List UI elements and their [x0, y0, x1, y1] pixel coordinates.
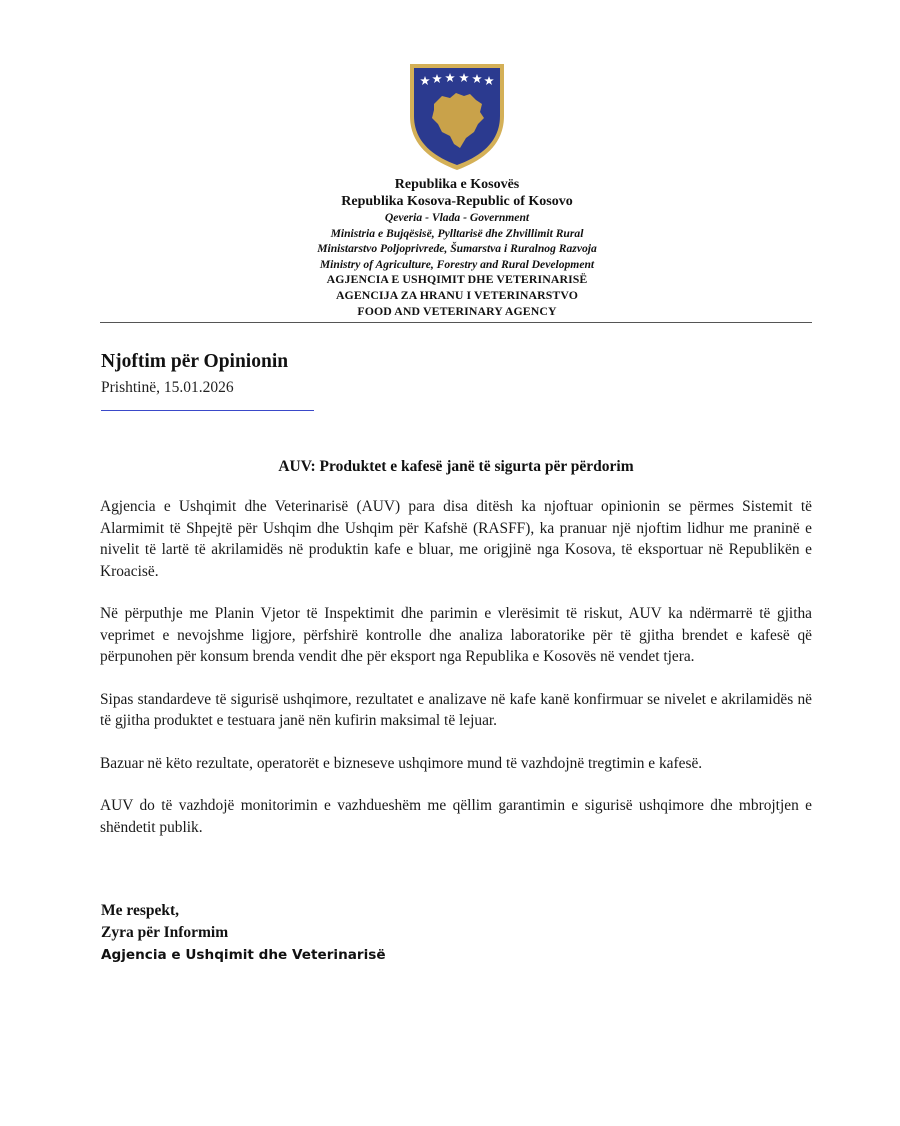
body-paragraph: Sipas standardeve të sigurisë ushqimore, rezultatet e analizave në kafe kanë konfirmuar se nivelet e akrilamidës në të gjitha produktet e testuara janë nën kufirin maksimal të lejuar. — [100, 690, 812, 729]
kosovo-coat-of-arms-icon — [404, 60, 510, 172]
letterhead-ministry-en: Ministry of Agriculture, Forestry and Rural Development — [319, 257, 595, 271]
letterhead-divider — [100, 322, 812, 323]
notice-title: Njoftim për Opinionin — [101, 351, 289, 372]
notice-underline — [101, 410, 314, 411]
body-paragraph: Agjencia e Ushqimit dhe Veterinarisë (AUV) para disa ditësh ka njoftuar opinionin se përmes Sistemit të Alarmimit të Shpejtë për Ushqim dhe Ushqim për Kafshë (RASFF), ka pranuar një njoftim lidhur me praninë e nivelit të lartë të akrilamidës në produktin kafe e bluar, me origjinë nga Kosova, të eksportuar në Republikën e Kroacisë. — [100, 498, 812, 580]
letterhead-ministry-sr: Ministarstvo Poljoprivrede, Šumarstva i Ruralnog Razvoja — [317, 242, 597, 256]
body-paragraph: AUV do të vazhdojë monitorimin e vazhdueshëm me qëllim garantimin e sigurisë ushqimore dhe mbrojtjen e shëndetit publik. — [100, 797, 812, 836]
letterhead-country-sr-en: Republika Kosova-Republic of Kosovo — [341, 194, 573, 209]
signature-office: Zyra për Informim — [101, 924, 229, 941]
notice-place-date: Prishtinë, 15.01.2026 — [101, 379, 234, 396]
letterhead-agency-sr: AGENCIJA ZA HRANU I VETERINARSTVO — [335, 287, 579, 302]
letterhead-country-sq: Republika e Kosovës — [394, 177, 520, 192]
letterhead — [200, 176, 714, 319]
letterhead-government: Qeveria - Vlada - Government — [384, 211, 530, 224]
signature-agency: Agjencia e Ushqimit dhe Veterinarisë — [101, 947, 386, 963]
press-release-headline: AUV: Produktet e kafesë janë të sigurta për përdorim — [278, 458, 634, 475]
signature-block — [101, 900, 386, 966]
letterhead-agency-sq: AGJENCIA E USHQIMIT DHE VETERINARISË — [326, 272, 588, 287]
signature-closing: Me respekt, — [101, 902, 180, 919]
body-paragraph: Bazuar në këto rezultate, operatorët e bizneseve ushqimore mund të vazhdojnë tregtimin e kafesë. — [100, 754, 703, 772]
letterhead-agency-en: FOOD AND VETERINARY AGENCY — [357, 303, 557, 318]
press-release-body — [100, 496, 812, 859]
body-paragraph: Në përputhje me Planin Vjetor të Inspektimit dhe parimin e vlerësimit të riskut, AUV ka ndërmarrë të gjitha veprimet e nevojshme ligjore, përfshirë kontrolle dhe analiza laboratorike për të gjitha brendet e kafesë që përpunohen për konsum brenda vendit dhe për eksport nga Republika e Kosovës në vendet tjera. — [100, 605, 812, 665]
letterhead-ministry-sq: Ministria e Bujqësisë, Pylltarisë dhe Zhvillimit Rural — [330, 226, 584, 240]
